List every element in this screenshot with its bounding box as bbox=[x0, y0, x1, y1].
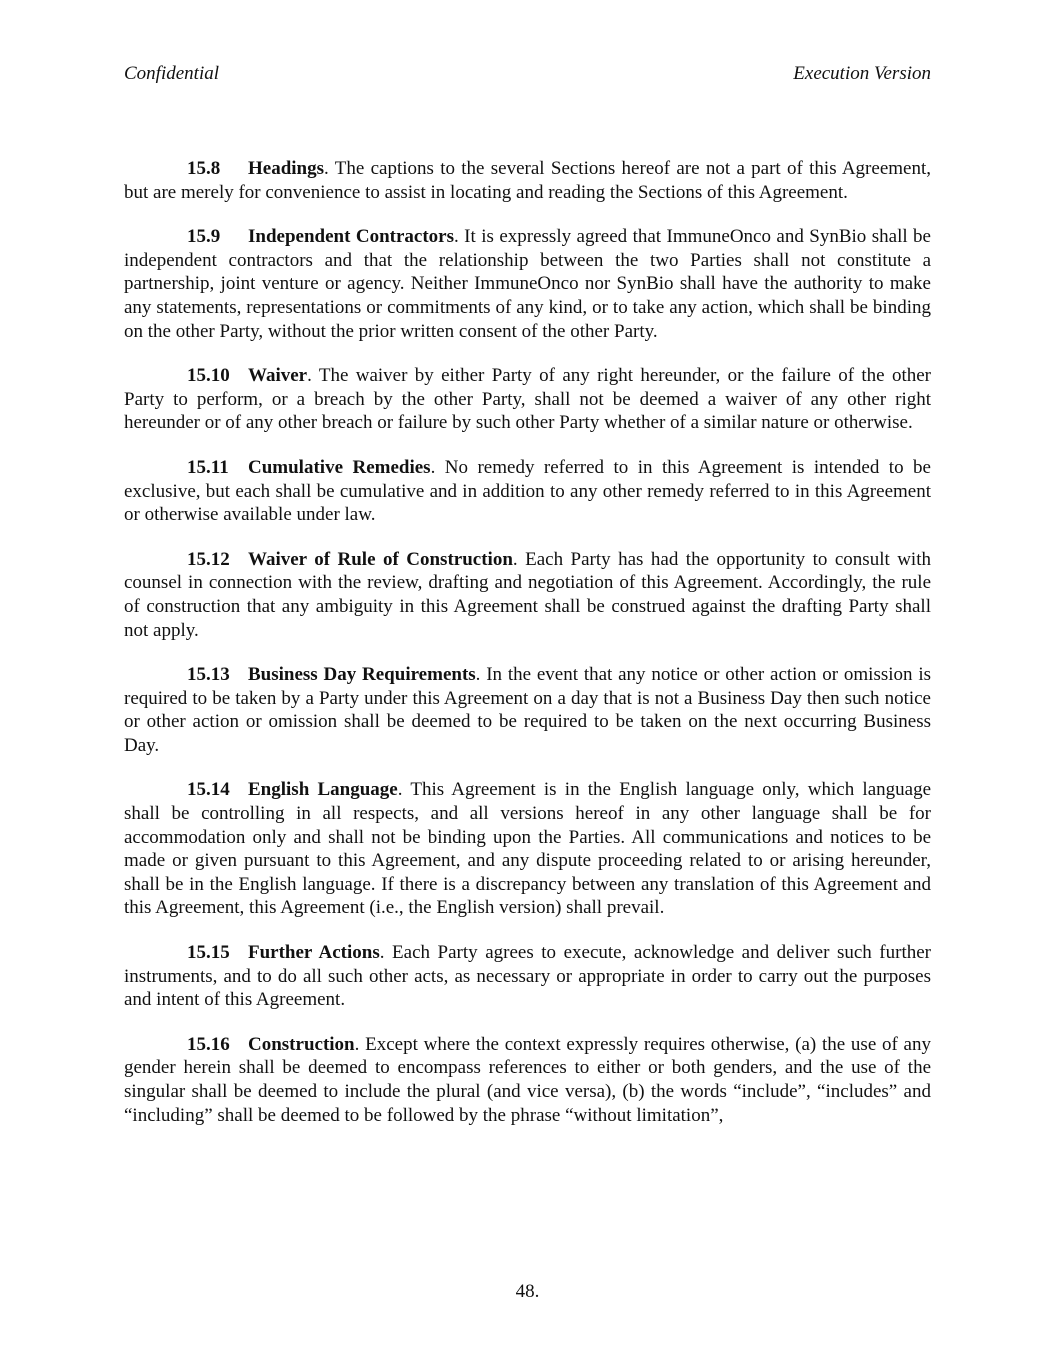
section-15-13 bbox=[124, 663, 931, 757]
page-footer bbox=[0, 1280, 1055, 1304]
section-title: Business Day Requirements bbox=[248, 664, 476, 686]
section-15-14 bbox=[124, 778, 931, 920]
header-version-label: Execution Version bbox=[793, 63, 931, 84]
section-15-8 bbox=[124, 157, 931, 204]
header-confidential-label: Confidential bbox=[124, 63, 219, 84]
section-number: 15.16 bbox=[187, 1033, 230, 1055]
section-15-9 bbox=[124, 225, 931, 343]
section-number: 15.15 bbox=[187, 942, 230, 964]
section-title: Headings bbox=[248, 158, 325, 179]
section-15-11 bbox=[124, 456, 931, 527]
section-number: 15.14 bbox=[187, 779, 230, 801]
section-text: . The captions to the several Sections hereof are not a part of this Agreement, but are merely for convenience to assist in locating and reading the Sections of this Agreement. bbox=[124, 158, 931, 203]
document-body bbox=[124, 157, 931, 1148]
section-15-12 bbox=[124, 548, 931, 642]
section-text: . The waiver by either Party of any right hereunder, or the failure of the other Party to perform, or a breach by the other Party, shall not be deemed a waiver of any other right hereunder or of any other breach or failure by such other Party whether of a similar nature or otherwise. bbox=[124, 365, 931, 434]
section-text: . It is expressly agreed that ImmuneOnco and SynBio shall be independent contractors and that the relationship between the two Parties shall not constitute a partnership, joint venture or agency. Neither ImmuneOnco nor SynBio shall have the authority to make any statements, representations or commitments of any kind, or to take any action, which shall be binding on the other Party, without the prior written consent of the other Party. bbox=[124, 226, 931, 342]
section-text: . Each Party has had the opportunity to consult with counsel in connection with the review, drafting and negotiation of this Agreement. Accordingly, the rule of construction that any ambiguity in this Agreement shall be construed against the drafting Party shall not apply. bbox=[124, 548, 931, 641]
section-title: English Language bbox=[248, 779, 398, 801]
section-title: Construction bbox=[248, 1033, 355, 1055]
section-number: 15.13 bbox=[187, 664, 230, 686]
section-number: 15.8 bbox=[187, 158, 221, 179]
section-number: 15.11 bbox=[187, 456, 229, 478]
section-number: 15.12 bbox=[187, 548, 230, 570]
section-15-16 bbox=[124, 1033, 931, 1127]
page-number: 48. bbox=[515, 1281, 540, 1302]
section-text: . In the event that any notice or other action or omission is required to be taken by a Party under this Agreement on a day that is not a Business Day then such notice or other action or omission shall be deemed to be required to be taken on the next occurring Business Day. bbox=[124, 664, 931, 756]
section-number: 15.9 bbox=[187, 226, 221, 248]
section-text: . Each Party agrees to execute, acknowledge and deliver such further instruments, and to do all such other acts, as necessary or appropriate in order to carry out the purposes and intent of this Agreement. bbox=[124, 942, 932, 1011]
section-title: Waiver bbox=[248, 365, 308, 387]
section-text: . No remedy referred to in this Agreement is intended to be exclusive, but each shall be cumulative and in addition to any other remedy referred to in this Agreement or otherwise available under law. bbox=[124, 456, 931, 526]
section-text: . This Agreement is in the English language only, which language shall be controlling in all respects, and all versions hereof in any other language shall be for accommodation only and shall not be binding upon the Parties. All communications and notices to be made or given pursuant to this Agreement, and any dispute proceeding related to or arising hereunder, shall be in the English language. If there is a discrepancy between any translation of this Agreement and this Agreement, this Agreement (i.e., the English version) shall prevail. bbox=[124, 779, 931, 919]
section-title: Cumulative Remedies bbox=[248, 456, 431, 478]
section-text: . Except where the context expressly requires otherwise, (a) the use of any gender herein shall be deemed to encompass references to either or both genders, and the use of the singular shall be deemed to include the plural (and vice versa), (b) the words “include”, “includes” and “including” shall be deemed to be followed by the phrase “without limitation”, bbox=[124, 1033, 931, 1126]
section-number: 15.10 bbox=[187, 365, 230, 387]
section-15-10 bbox=[124, 364, 931, 435]
section-title: Waiver of Rule of Construction bbox=[248, 548, 513, 570]
section-title: Further Actions bbox=[248, 942, 380, 964]
section-15-15 bbox=[124, 941, 931, 1012]
section-title: Independent Contractors bbox=[248, 226, 454, 248]
